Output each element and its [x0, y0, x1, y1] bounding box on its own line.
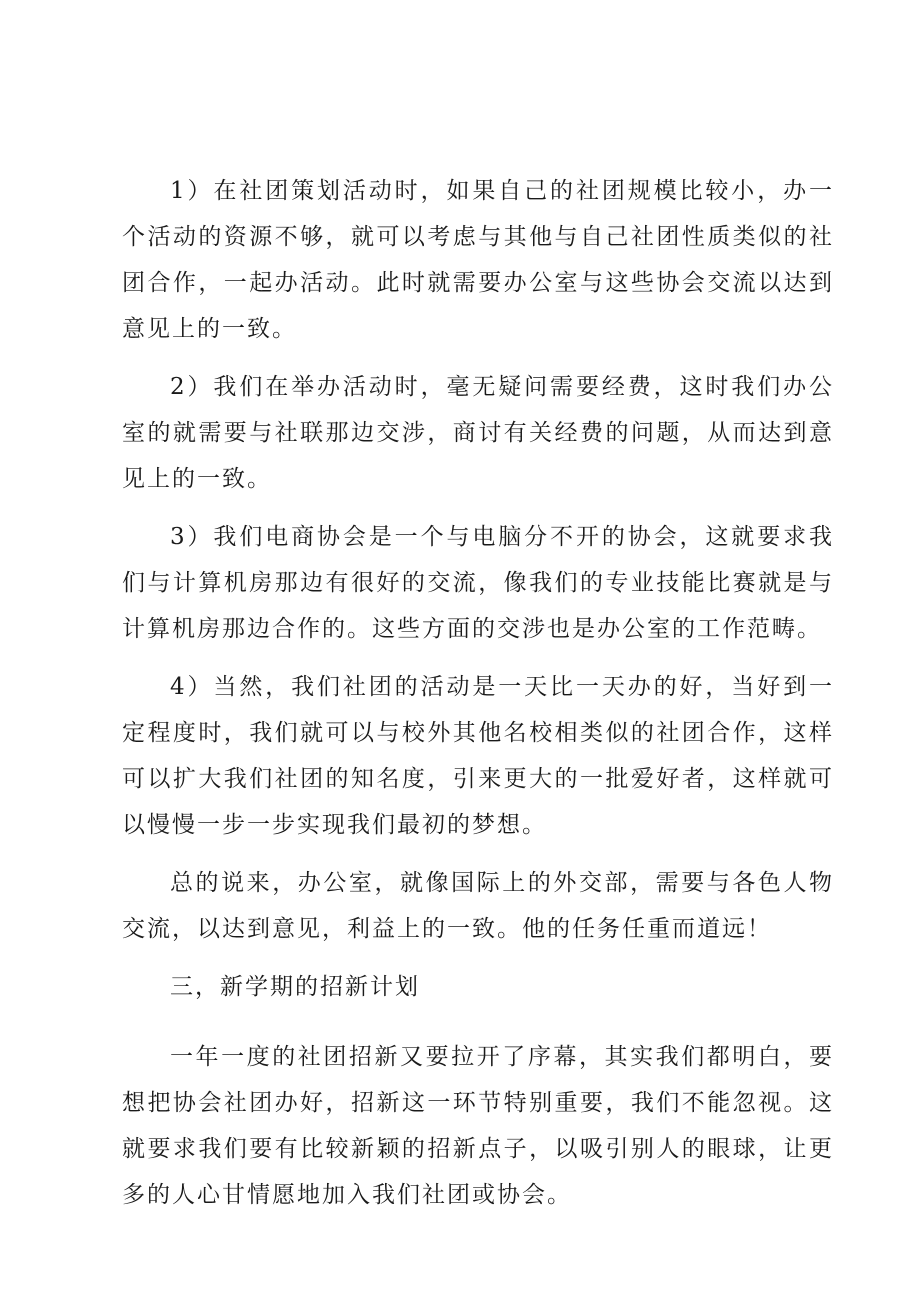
- paragraph-recruit: 一年一度的社团招新又要拉开了序幕，其实我们都明白，要想把协会社团办好，招新这一环节特别重要，我们不能忽视。这就要求我们要有比较新颖的招新点子，以吸引别人的眼球，让更多的人心甘情愿地加入我们社团或协会。: [122, 1044, 834, 1208]
- section-heading: 三，新学期的招新计划: [170, 974, 420, 1000]
- paragraph-item-3: 3）我们电商协会是一个与电脑分不开的协会，这就要求我们与计算机房那边有很好的交流，像我们的专业技能比赛就是与计算机房那边合作的。这些方面的交涉也是办公室的工作范畴。: [122, 524, 834, 642]
- paragraph-summary: 总的说来，办公室，就像国际上的外交部，需要与各色人物交流，以达到意见，利益上的一致。他的任务任重而道远！: [122, 870, 834, 942]
- paragraph-item-4: 4）当然，我们社团的活动是一天比一天办的好，当好到一定程度时，我们就可以与校外其他名校相类似的社团合作，这样可以扩大我们社团的知名度，引来更大的一批爱好者，这样就可以慢慢一步一步实现我们最初的梦想。: [122, 674, 834, 838]
- document-body: [122, 168, 834, 1230]
- paragraph-item-1: 1）在社团策划活动时，如果自己的社团规模比较小，办一个活动的资源不够，就可以考虑与其他与自己社团性质类似的社团合作，一起办活动。此时就需要办公室与这些协会交流以达到意见上的一致。: [122, 178, 834, 342]
- paragraph-item-2: 2）我们在举办活动时，毫无疑问需要经费，这时我们办公室的就需要与社联那边交涉，商讨有关经费的问题，从而达到意见上的一致。: [122, 374, 834, 492]
